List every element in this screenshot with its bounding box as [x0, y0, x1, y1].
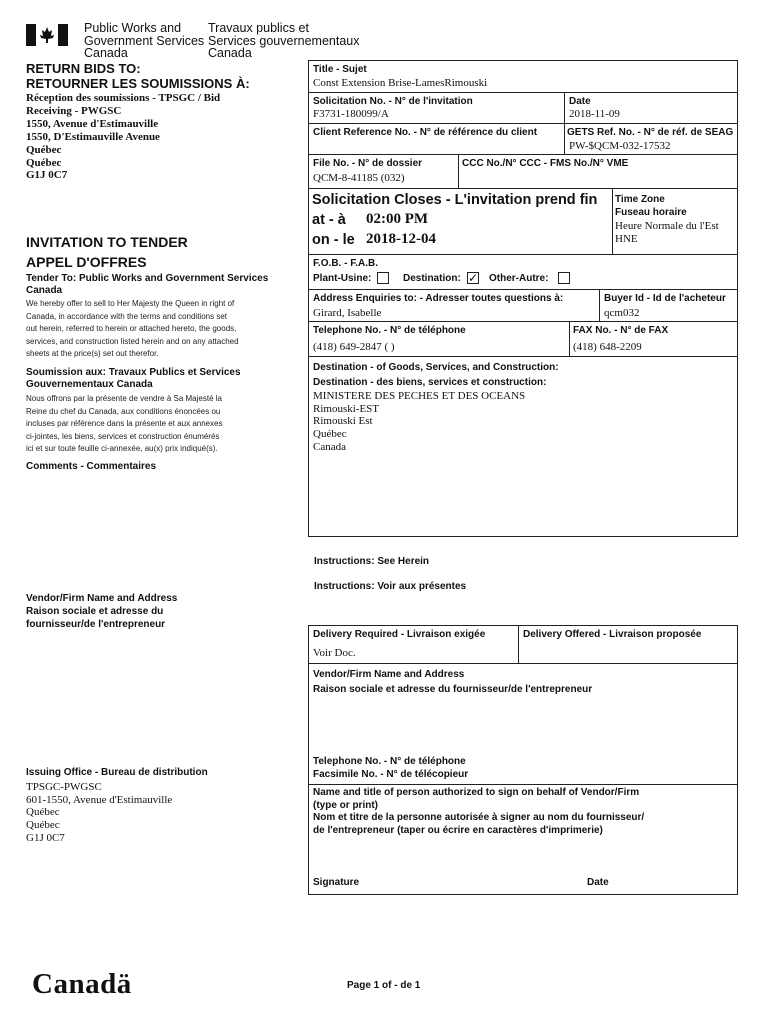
vendor-left-line: Vendor/Firm Name and Address [26, 593, 178, 604]
other-autre-label: Other-Autre: [489, 273, 549, 284]
department-name-fr [208, 22, 359, 60]
title-value: Const Extension Brise-LamesRimouski [313, 77, 488, 89]
vendor-left-line: Raison sociale et adresse du [26, 606, 164, 617]
vendor-firm-label [313, 667, 592, 697]
soumission-text-line: Nous offrons par la présente de vendre à Sa Majesté la [26, 394, 222, 403]
tz-label-line: Time Zone [615, 194, 665, 205]
tz-value-line: HNE [615, 232, 638, 245]
dept-fr-line: Services gouvernementaux [208, 33, 360, 48]
dest-goods-line: MINISTERE DES PECHES ET DES OCEANS [313, 390, 526, 402]
comments-label: Comments - Commentaires [26, 461, 157, 472]
file-no-value: QCM-8-41185 (032) [313, 172, 405, 184]
date-label: Date [569, 96, 591, 107]
auth-line: (type or print) [313, 799, 378, 811]
soumission-text-line: incluses par référence dans la présente et aux annexes [26, 419, 223, 428]
tender-to-line: Tender To: Public Works and Government Services [26, 273, 269, 284]
fob-label: F.O.B. - F.A.B. [313, 258, 378, 269]
issuing-office-label: Issuing Office - Bureau de distribution [26, 767, 208, 778]
vendor-firm-line: Raison sociale et adresse du fournisseur/de l'entrepreneur [313, 684, 593, 695]
address-enquiries-value: Girard, Isabelle [313, 307, 382, 319]
title-label: Title - Sujet [313, 64, 367, 75]
dept-fr-line: Travaux publics et [208, 21, 309, 35]
canada-wordmark: Canadä [32, 968, 132, 1000]
time-zone-value [615, 220, 719, 245]
tender-text-line: out herein, referred to herein or attached hereto, the goods, [26, 324, 237, 333]
issuing-line: 601-1550, Avenue d'Estimauville [26, 793, 173, 806]
client-reference-label: Client Reference No. - N° de référence du client [313, 127, 538, 138]
tender-to [26, 273, 268, 297]
telephone-label: Telephone No. - N° de téléphone [313, 325, 466, 336]
dest-goods-label-line: Destination - des biens, services et construction: [313, 377, 547, 388]
soumission-line: Gouvernementaux Canada [26, 379, 153, 390]
return-title-en: RETURN BIDS TO: [26, 61, 141, 76]
tender-text [26, 298, 239, 361]
issuing-line: Québec [26, 806, 60, 819]
return-address-line: Québec [26, 156, 62, 169]
buyer-id-label: Buyer Id - Id de l'acheteur [604, 293, 726, 304]
solicitation-no-value: F3731-180099/A [313, 108, 389, 120]
dest-goods-line: Rimouski-EST [313, 402, 380, 415]
soumission-line: Soumission aux: Travaux Publics et Services [26, 367, 241, 378]
address-enquiries-label: Address Enquiries to: - Adresser toutes questions à: [313, 293, 564, 304]
return-address-line: Réception des soumissions - TPSGC / Bid [26, 92, 221, 104]
signature-label: Signature [313, 877, 360, 888]
destination-goods-label [313, 360, 559, 390]
return-address-line: G1J 0C7 [26, 169, 68, 182]
soumission-text [26, 393, 223, 456]
auth-line: de l'entrepreneur (taper ou écrire en caractères d'imprimerie) [313, 825, 603, 837]
closes-on-value: 2018-12-04 [366, 231, 436, 247]
dest-goods-line: Rimouski Est [313, 415, 373, 428]
closes-at-label: at - à [312, 212, 346, 228]
soumission-text-line: ici et sur toute feuille ci-annexée, au(x) prix indiqué(s). [26, 444, 218, 453]
return-address-line: 1550, Avenue d'Estimauville [26, 117, 159, 130]
plant-usine-label: Plant-Usine: [313, 273, 372, 284]
dept-fr-line: Canada [208, 46, 252, 60]
destination-checkbox[interactable]: ✓ [468, 271, 479, 285]
gets-ref-value: PW-$QCM-032-17532 [569, 140, 671, 152]
instructions-en: Instructions: See Herein [314, 556, 430, 567]
delivery-required-label: Delivery Required - Livraison exigée [313, 629, 486, 640]
return-bids-title [26, 61, 250, 91]
fax-label: FAX No. - N° de FAX [573, 325, 669, 336]
page-number: Page 1 of - de 1 [347, 980, 421, 991]
plant-usine-checkbox[interactable] [377, 272, 389, 284]
instructions-fr: Instructions: Voir aux présentes [314, 581, 467, 592]
dept-en-line: Canada [84, 46, 128, 60]
auth-line: Name and title of person authorized to sign on behalf of Vendor/Firm [313, 787, 640, 798]
canada-flag-icon [26, 24, 68, 46]
soumission-text-line: Reine du chef du Canada, aux conditions énoncées ou [26, 406, 221, 416]
time-zone-label [615, 193, 687, 219]
tz-value-line: Heure Normale du l'Est [615, 220, 719, 232]
invitation-title-fr: APPEL D'OFFRES [26, 254, 147, 270]
delivery-offered-label: Delivery Offered - Livraison proposée [523, 629, 702, 640]
dest-goods-line: Québec [313, 428, 347, 441]
return-title-fr: RETOURNER LES SOUMISSIONS À: [26, 76, 250, 91]
tender-text-line: services, and construction listed herein and on any attached [26, 336, 239, 346]
closes-on-label: on - le [312, 232, 355, 248]
destination-label: Destination: [403, 273, 461, 284]
return-address-line: 1550, D'Estimauville Avenue [26, 130, 160, 143]
solicitation-no-label: Solicitation No. - N° de l'invitation [313, 96, 473, 107]
gets-ref-label: GETS Ref. No. - N° de réf. de SEAG [567, 127, 734, 138]
issuing-line: TPSGC-PWGSC [26, 781, 102, 793]
telephone-value: (418) 649-2847 ( ) [313, 341, 395, 353]
vendor-firm-left [26, 592, 177, 631]
issuing-line: Québec [26, 819, 60, 832]
date-value: 2018-11-09 [569, 108, 620, 120]
vendor-firm-line: Vendor/Firm Name and Address [313, 669, 465, 680]
tz-label-line: Fuseau horaire [615, 207, 687, 218]
soumission-text-line: ci-jointes, les biens, services et construction énumérés [26, 431, 220, 441]
soumission-aux [26, 367, 241, 391]
auth-line: Nom et titre de la personne autorisée à signer au nom du fournisseur/ [313, 812, 645, 824]
return-address [26, 92, 220, 182]
return-address-line: Receiving - PWGSC [26, 104, 122, 117]
signature-date-label: Date [587, 877, 609, 888]
tender-text-line: sheets at the price(s) set out therefor. [26, 349, 159, 358]
fax-value: (418) 648-2209 [573, 341, 642, 353]
invitation-title [26, 232, 188, 272]
tender-text-line: Canada, in accordance with the terms and conditions set [26, 311, 228, 321]
dest-goods-line: Canada [313, 440, 346, 453]
tel-fax-line: Facsimile No. - N° de télécopieur [313, 769, 469, 780]
vendor-left-line: fournisseur/de l'entrepreneur [26, 619, 166, 630]
closes-title: Solicitation Closes - L'invitation prend fin [312, 192, 598, 208]
return-address-line: Québec [26, 143, 62, 156]
file-no-label: File No. - N° de dossier [313, 158, 423, 169]
ccc-no-label: CCC No./N° CCC - FMS No./N° VME [462, 158, 629, 169]
issuing-line: G1J 0C7 [26, 831, 65, 844]
dest-goods-label-line: Destination - of Goods, Services, and Construction: [313, 362, 559, 373]
invitation-title-en: INVITATION TO TENDER [26, 234, 188, 250]
tender-text-line: We hereby offer to sell to Her Majesty the Queen in right of [26, 299, 235, 308]
tel-fax-label [313, 755, 468, 781]
other-autre-checkbox[interactable] [558, 272, 570, 284]
closes-at-value: 02:00 PM [366, 211, 429, 227]
issuing-office-address [26, 781, 172, 845]
authorized-person-label [313, 787, 644, 838]
tel-fax-line: Telephone No. - N° de téléphone [313, 756, 466, 767]
dept-en-line: Government Services [84, 33, 205, 48]
tender-to-line: Canada [26, 285, 63, 296]
dept-en-line: Public Works and [84, 21, 182, 35]
delivery-required-value: Voir Doc. [313, 647, 356, 659]
buyer-id-value: qcm032 [604, 307, 640, 319]
destination-goods-value [313, 390, 525, 454]
department-name-en [84, 22, 204, 60]
